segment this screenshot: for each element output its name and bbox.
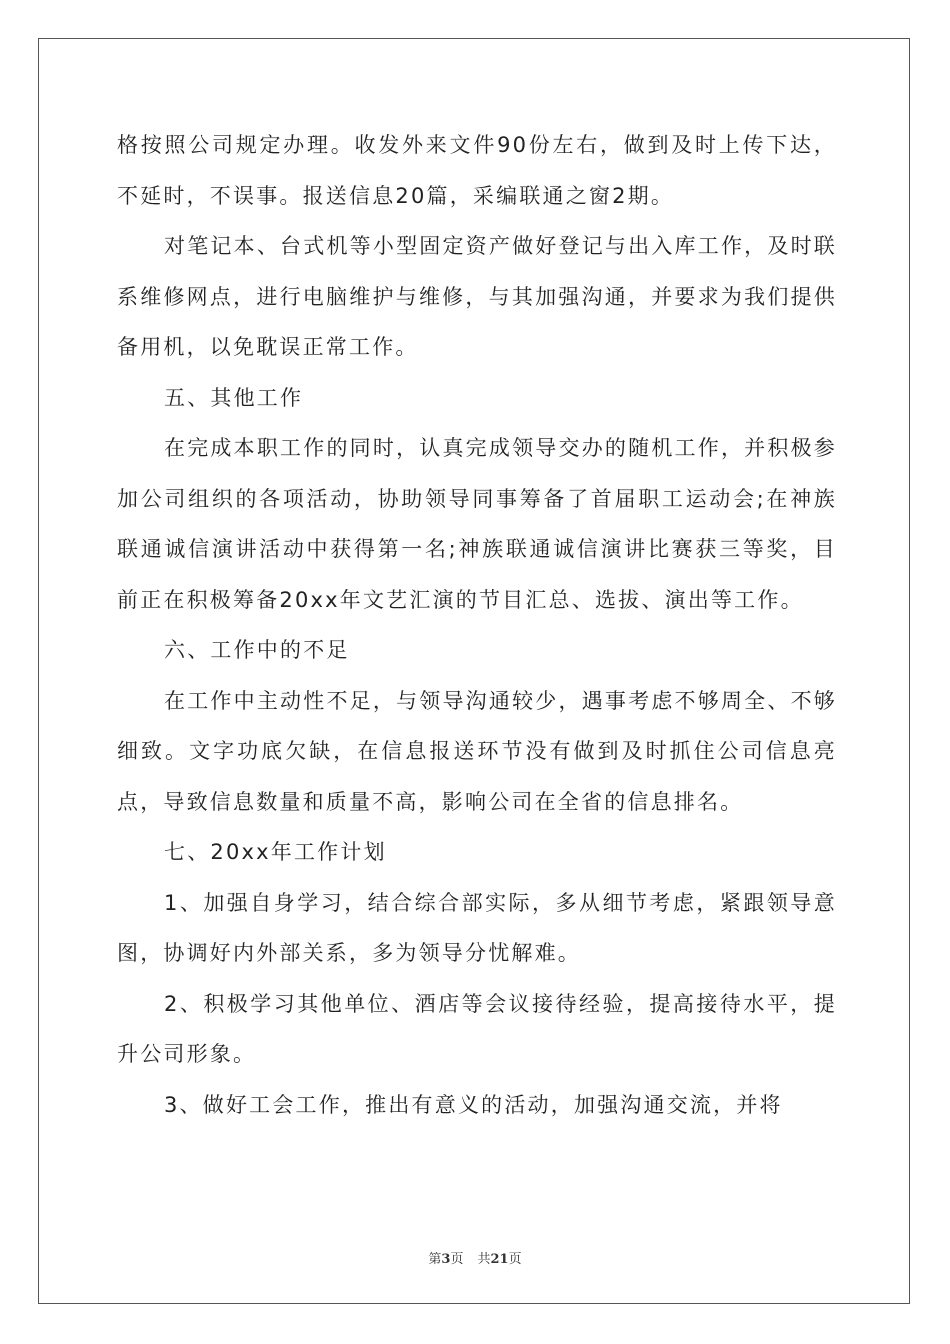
plan-item-3: 3、做好工会工作，推出有意义的活动，加强沟通交流，并将 xyxy=(164,1092,783,1117)
paragraph-1: 格按照公司规定办理。收发外来文件90份左右，做到及时上传下达，不延时，不误事。报送信息20篇，采编联通之窗2期。 xyxy=(117,133,837,208)
section-heading-other-work: 五、其他工作 xyxy=(164,385,304,410)
total-pages-prefix: 共 xyxy=(477,1252,491,1267)
current-page-number: 3 xyxy=(441,1252,451,1267)
page-number-suffix: 页 xyxy=(450,1252,464,1267)
paragraph-2: 对笔记本、台式机等小型固定资产做好登记与出入库工作，及时联系维修网点，进行电脑维护与维修，与其加强沟通，并要求为我们提供备用机，以免耽误正常工作。 xyxy=(117,234,837,359)
total-pages-suffix: 页 xyxy=(508,1252,522,1267)
document-body xyxy=(117,120,837,1130)
paragraph-6: 在工作中主动性不足，与领导沟通较少，遇事考虑不够周全、不够细致。文字功底欠缺，在信息报送环节没有做到及时抓住公司信息亮点，导致信息数量和质量不高，影响公司在全省的信息排名。 xyxy=(117,688,837,814)
paragraph-4: 在完成本职工作的同时，认真完成领导交办的随机工作，并积极参加公司组织的各项活动，协助领导同事筹备了首届职工运动会;在神族联通诚信演讲活动中获得第一名;神族联通诚信演讲比赛获三等奖，目前正在积极筹备20xx年文艺汇演的节目汇总、选拔、演出等工作。 xyxy=(117,436,837,612)
section-heading-work-plan: 七、20xx年工作计划 xyxy=(164,840,387,864)
plan-item-2: 2、积极学习其他单位、酒店等会议接待经验，提高接待水平，提升公司形象。 xyxy=(117,991,837,1066)
page-footer xyxy=(0,1248,950,1267)
page-number-prefix: 第 xyxy=(428,1252,442,1267)
total-page-count: 21 xyxy=(490,1252,509,1267)
plan-item-1: 1、加强自身学习，结合综合部实际，多从细节考虑，紧跟领导意图，协调好内外部关系，多为领导分忧解难。 xyxy=(117,890,837,965)
section-heading-shortcomings: 六、工作中的不足 xyxy=(164,638,350,662)
